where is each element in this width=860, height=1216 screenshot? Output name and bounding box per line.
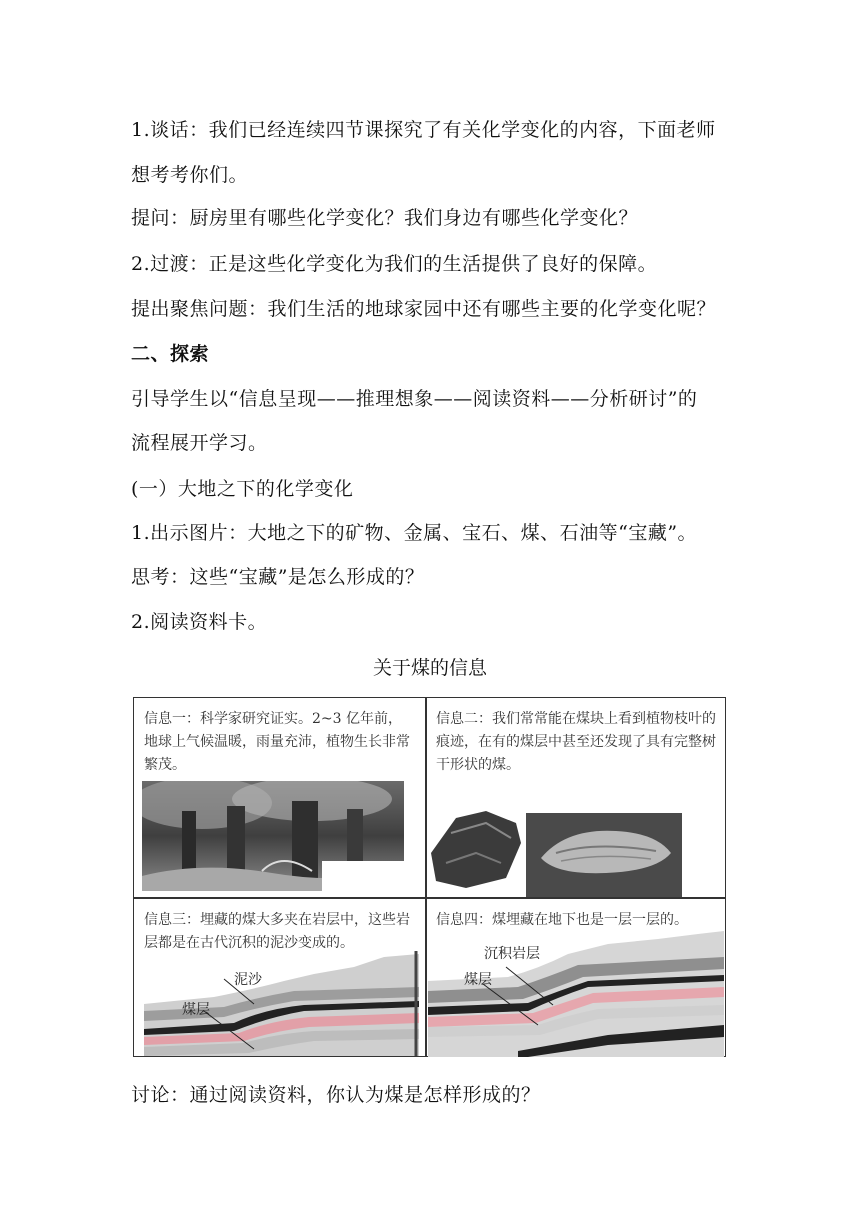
coal-fossil-image	[426, 793, 726, 897]
info-text-2: 信息二：我们常常能在煤块上看到植物枝叶的痕迹，在有的煤层中甚至还发现了具有完整树干形状的煤。	[436, 711, 716, 773]
info-text-4: 信息四：煤埋藏在地下也是一层一层的。	[436, 912, 688, 928]
show-pictures-line: 1.出示图片：大地之下的矿物、金属、宝石、煤、石油等“宝藏”。	[131, 522, 698, 544]
info-panel-3	[134, 899, 425, 1058]
guide-line-1: 引导学生以“信息呈现——推理想象——阅读资料——分析研讨”的	[131, 388, 698, 410]
info-panel-4	[426, 899, 726, 1058]
sand-label: 泥沙	[234, 972, 262, 988]
think-line: 思考：这些“宝藏”是怎么形成的？	[131, 566, 425, 588]
section-heading: 二、探索	[131, 343, 210, 365]
discussion-line: 讨论：通过阅读资料，你认为煤是怎样形成的？	[131, 1084, 541, 1106]
ancient-forest-image	[142, 781, 404, 891]
read-card-line: 2.阅读资料卡。	[131, 611, 268, 633]
info-panel-2	[426, 698, 726, 897]
guide-line-2: 流程展开学习。	[131, 432, 268, 454]
rock-layer-diagram-right	[428, 929, 724, 1057]
info-text-3: 信息三：埋藏的煤大多夹在岩层中，这些岩层都是在古代沉积的泥沙变成的。	[144, 912, 410, 951]
figure-caption: 关于煤的信息	[372, 657, 487, 679]
coal-seam-label-left: 煤层	[182, 1002, 210, 1018]
paragraph-line-2: 想考考你们。	[131, 164, 249, 186]
sedimentary-rock-label: 沉积岩层	[484, 946, 540, 962]
coal-info-card	[133, 697, 726, 1057]
focus-question-line: 提出聚焦问题：我们生活的地球家园中还有哪些主要的化学变化呢？	[131, 298, 717, 320]
paragraph-line-1: 1.谈话：我们已经连续四节课探究了有关化学变化的内容，下面老师	[131, 119, 716, 141]
info-panel-1	[134, 698, 425, 897]
subsection-heading: (一）大地之下的化学变化	[131, 478, 354, 500]
question-line: 提问：厨房里有哪些化学变化？我们身边有哪些化学变化？	[131, 207, 639, 229]
coal-seam-label-right: 煤层	[464, 972, 492, 988]
info-text-1: 信息一：科学家研究证实。2~3 亿年前，地球上气候温暖，雨量充沛，植物生长非常繁茂。	[144, 711, 410, 773]
transition-line: 2.过渡：正是这些化学变化为我们的生活提供了良好的保障。	[131, 253, 658, 275]
